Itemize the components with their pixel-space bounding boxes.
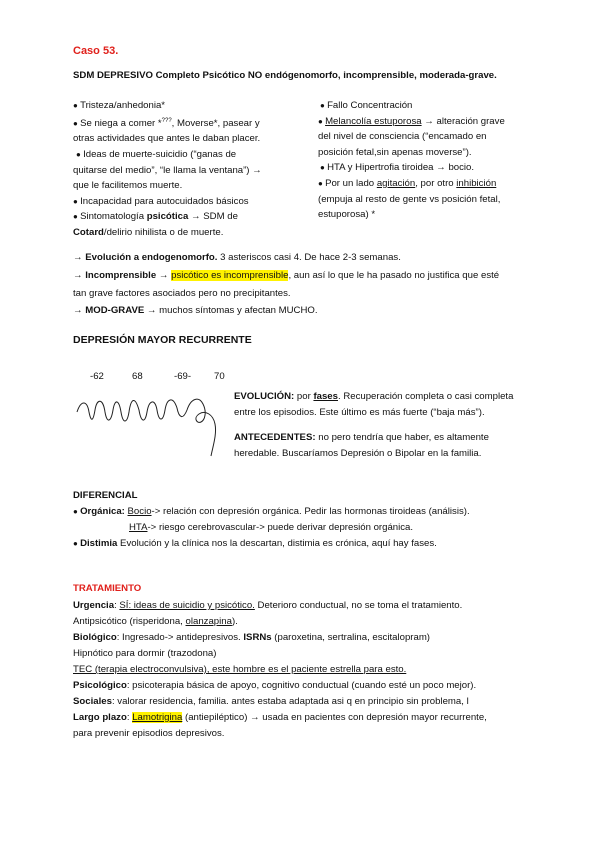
list-item: ● Ideas de muerte-suicidio (“ganas de — [73, 147, 262, 163]
timeline-label: 70 — [214, 371, 225, 382]
list-item-cont: quitarse del medio”, “le llama la ventana”) → — [73, 164, 262, 176]
note-incomprensible-cont: tan grave factores asociados pero no precipitantes. — [73, 288, 291, 299]
tratamiento-biologico: Biológico: Ingresado-> antidepresivos. ISRNs (paroxetina, sertralina, escitalopram) — [73, 632, 431, 643]
mood-wave-drawing — [75, 392, 235, 462]
list-item-cont: otras actividades que antes le daban placer. — [73, 133, 261, 145]
list-item: ● Fallo Concentración — [318, 98, 505, 114]
list-item-cont: del nivel de consciencia (“encamado en — [318, 131, 487, 143]
tratamiento-tec: TEC (terapia electroconvulsiva), este hombre es el paciente estrella para esto. — [73, 664, 407, 675]
list-item: ● Melancolía estuporosa → alteración grave — [318, 114, 505, 130]
tratamiento-heading: TRATAMIENTO — [73, 583, 142, 594]
list-item-cont: Cotard/delirio nihilista o de muerte. — [73, 226, 224, 238]
list-item-cont: estuporosa) * — [318, 209, 376, 221]
section-heading: DEPRESIÓN MAYOR RECURRENTE — [73, 334, 252, 346]
diferencial-heading: DIFERENCIAL — [73, 490, 138, 501]
evolucion-block: EVOLUCIÓN: por fases. Recuperación completa o casi completa entre los episodios. Este último es más fuerte (“baja más”). — [234, 391, 514, 418]
note-mod-grave: → MOD-GRAVE → muchos síntomas y afectan MUCHO. — [73, 305, 318, 316]
diferencial-distimia: ● Distimia Evolución y la clínica nos la descartan, distimia es crónica, aquí hay fases. — [73, 536, 437, 552]
list-item: ● Por un lado agitación, por otro inhibición — [318, 176, 505, 192]
list-item-cont: posición fetal,sin apenas moverse”). — [318, 146, 472, 158]
list-item: ● Sintomatología psicótica → SDM de — [73, 209, 262, 225]
list-item: ● Tristeza/anhedonia* — [73, 98, 262, 114]
list-item: ● Incapacidad para autocuidados básicos — [73, 194, 262, 210]
tratamiento-sociales: Sociales: valorar residencia, familia. antes estaba adaptada asi q en principio sin problema, l — [73, 696, 469, 707]
diferencial-organica: ● Orgánica: Bocio-> relación con depresión orgánica. Pedir las hormonas tiroideas (análisis). — [73, 504, 470, 520]
tratamiento-psicologico: Psicológico: psicoterapia básica de apoyo, cognitivo conductual (cuando esté un poco mejor). — [73, 680, 477, 691]
tratamiento-antipsicotico: Antipsicótico (risperidona, olanzapina). — [73, 616, 238, 627]
note-incomprensible: → Incomprensible → psicótico es incomprensible, aun así lo que le ha pasado no justifica que esté — [73, 270, 500, 281]
list-item-cont: que le facilitemos muerte. — [73, 180, 183, 192]
left-symptom-list — [73, 98, 262, 241]
tratamiento-largo-plazo-cont: para prevenir episodios depresivos. — [73, 728, 225, 739]
tratamiento-hipnotico: Hipnótico para dormir (trazodona) — [73, 648, 217, 659]
right-symptom-list — [318, 98, 505, 223]
list-item: ● Se niega a comer *???, Moverse*, pasear y — [73, 114, 262, 132]
timeline-label: 68 — [132, 371, 143, 382]
timeline-label: -62 — [90, 371, 104, 382]
list-item: ● HTA y Hipertrofia tiroidea → bocio. — [318, 160, 505, 176]
diferencial-hta: HTA-> riesgo cerebrovascular-> puede derivar depresión orgánica. — [129, 522, 414, 533]
tratamiento-largo-plazo: Largo plazo: Lamotrigina (antiepiléptico) → usada en pacientes con depresión mayor recurrente, — [73, 712, 487, 723]
case-subtitle: SDM DEPRESIVO Completo Psicótico NO endógenomorfo, incomprensible, moderada-grave. — [73, 70, 497, 81]
page-title: Caso 53. — [73, 45, 119, 57]
antecedentes-block: ANTECEDENTES: no pero tendría que haber, es altamente heredable. Buscaríamos Depresión o Bipolar en la familia. — [234, 432, 489, 459]
list-item-cont: (empuja al resto de gente vs posición fetal, — [318, 193, 501, 205]
note-evolution: → Evolución a endogenomorfo. 3 asteriscos casi 4. De hace 2-3 semanas. — [73, 252, 401, 263]
timeline-label: -69- — [174, 371, 192, 382]
tratamiento-urgencia: Urgencia: SÍ: ideas de suicidio y psicótico. Deterioro conductual, no se toma el tratamiento. — [73, 600, 463, 611]
